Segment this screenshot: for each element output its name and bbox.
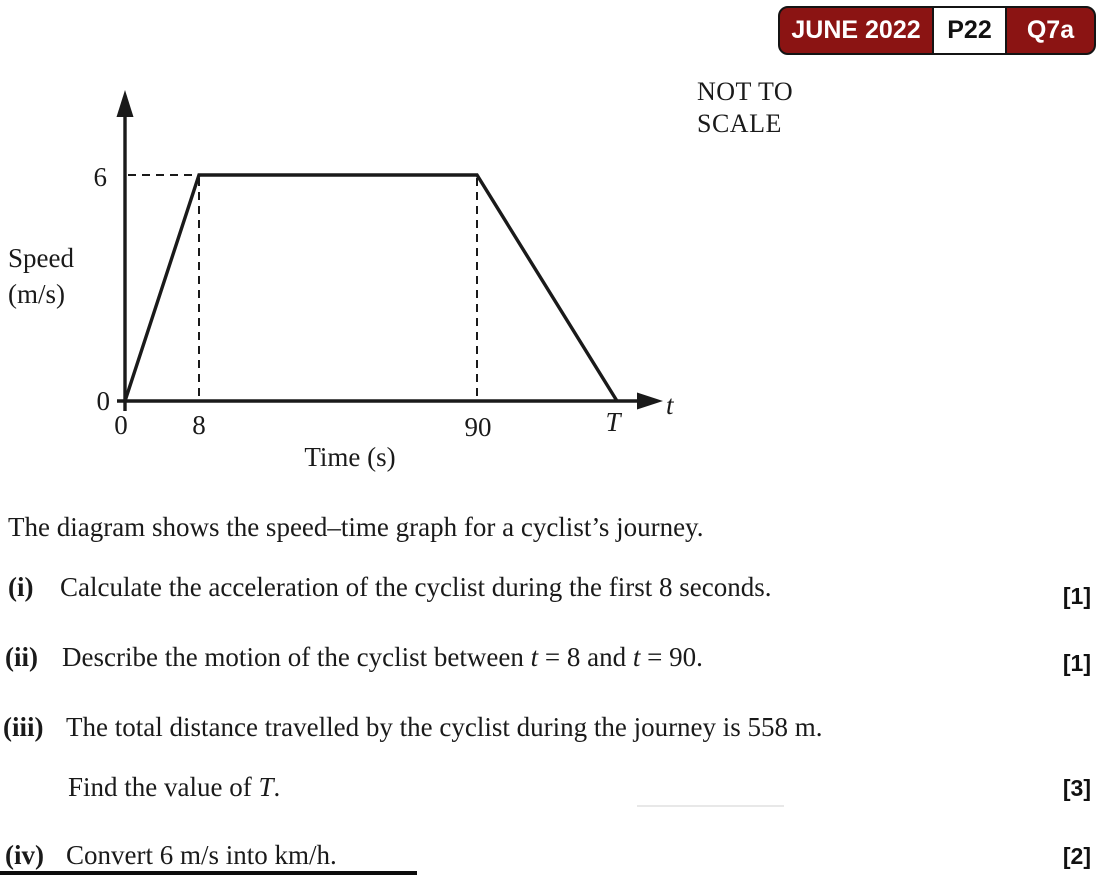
badge-paper-label: P22 (932, 8, 1007, 53)
question-iv-mark: [2] (1062, 843, 1091, 869)
intro-text: The diagram shows the speed–time graph for a cyclist’s journey. (8, 512, 704, 542)
question-iv-text: Convert 6 m/s into km/h. (66, 840, 337, 870)
question-badge (778, 6, 1096, 55)
not-to-scale-label (697, 76, 793, 140)
speed-time-graph (0, 70, 700, 480)
x-tick-0: 0 (114, 410, 128, 440)
y-axis-arrowhead-icon (117, 90, 134, 117)
question-iii-mark: [3] (1062, 775, 1091, 801)
question-i-mark: [1] (1062, 583, 1091, 609)
y-tick-0: 0 (96, 386, 110, 416)
question-iii-line2-text: Find the value of T. (68, 772, 281, 802)
y-axis-title-line2: (m/s) (8, 279, 65, 309)
x-axis-arrowhead-icon (637, 393, 663, 410)
not-to-scale-line2: SCALE (697, 109, 782, 138)
y-tick-6: 6 (93, 162, 107, 192)
question-iii-text: The total distance travelled by the cyclist during the journey is 558 m. (66, 712, 823, 742)
question-iv-number: (iv) (5, 840, 44, 870)
x-tick-8: 8 (192, 410, 206, 440)
x-axis-variable-t: t (666, 390, 674, 420)
question-i-number: (i) (8, 572, 34, 602)
question-iii-number: (iii) (3, 712, 44, 742)
question-ii-mark: [1] (1062, 650, 1091, 676)
question-ii-text: Describe the motion of the cyclist between t = 8 and t = 90. (62, 642, 703, 672)
badge-question-label: Q7a (1026, 16, 1075, 44)
badge-session-label: JUNE 2022 (791, 16, 921, 44)
x-tick-T: T (605, 407, 621, 437)
x-tick-90: 90 (464, 412, 492, 442)
x-axis-title: Time (s) (304, 442, 396, 472)
question-ii-number: (ii) (5, 642, 38, 672)
faint-scan-line (637, 805, 784, 807)
y-axis-title-line1: Speed (8, 243, 74, 273)
bottom-cutoff-strip (0, 871, 417, 875)
question-i-text: Calculate the acceleration of the cyclist during the first 8 seconds. (60, 572, 772, 602)
not-to-scale-line1: NOT TO (697, 77, 794, 106)
